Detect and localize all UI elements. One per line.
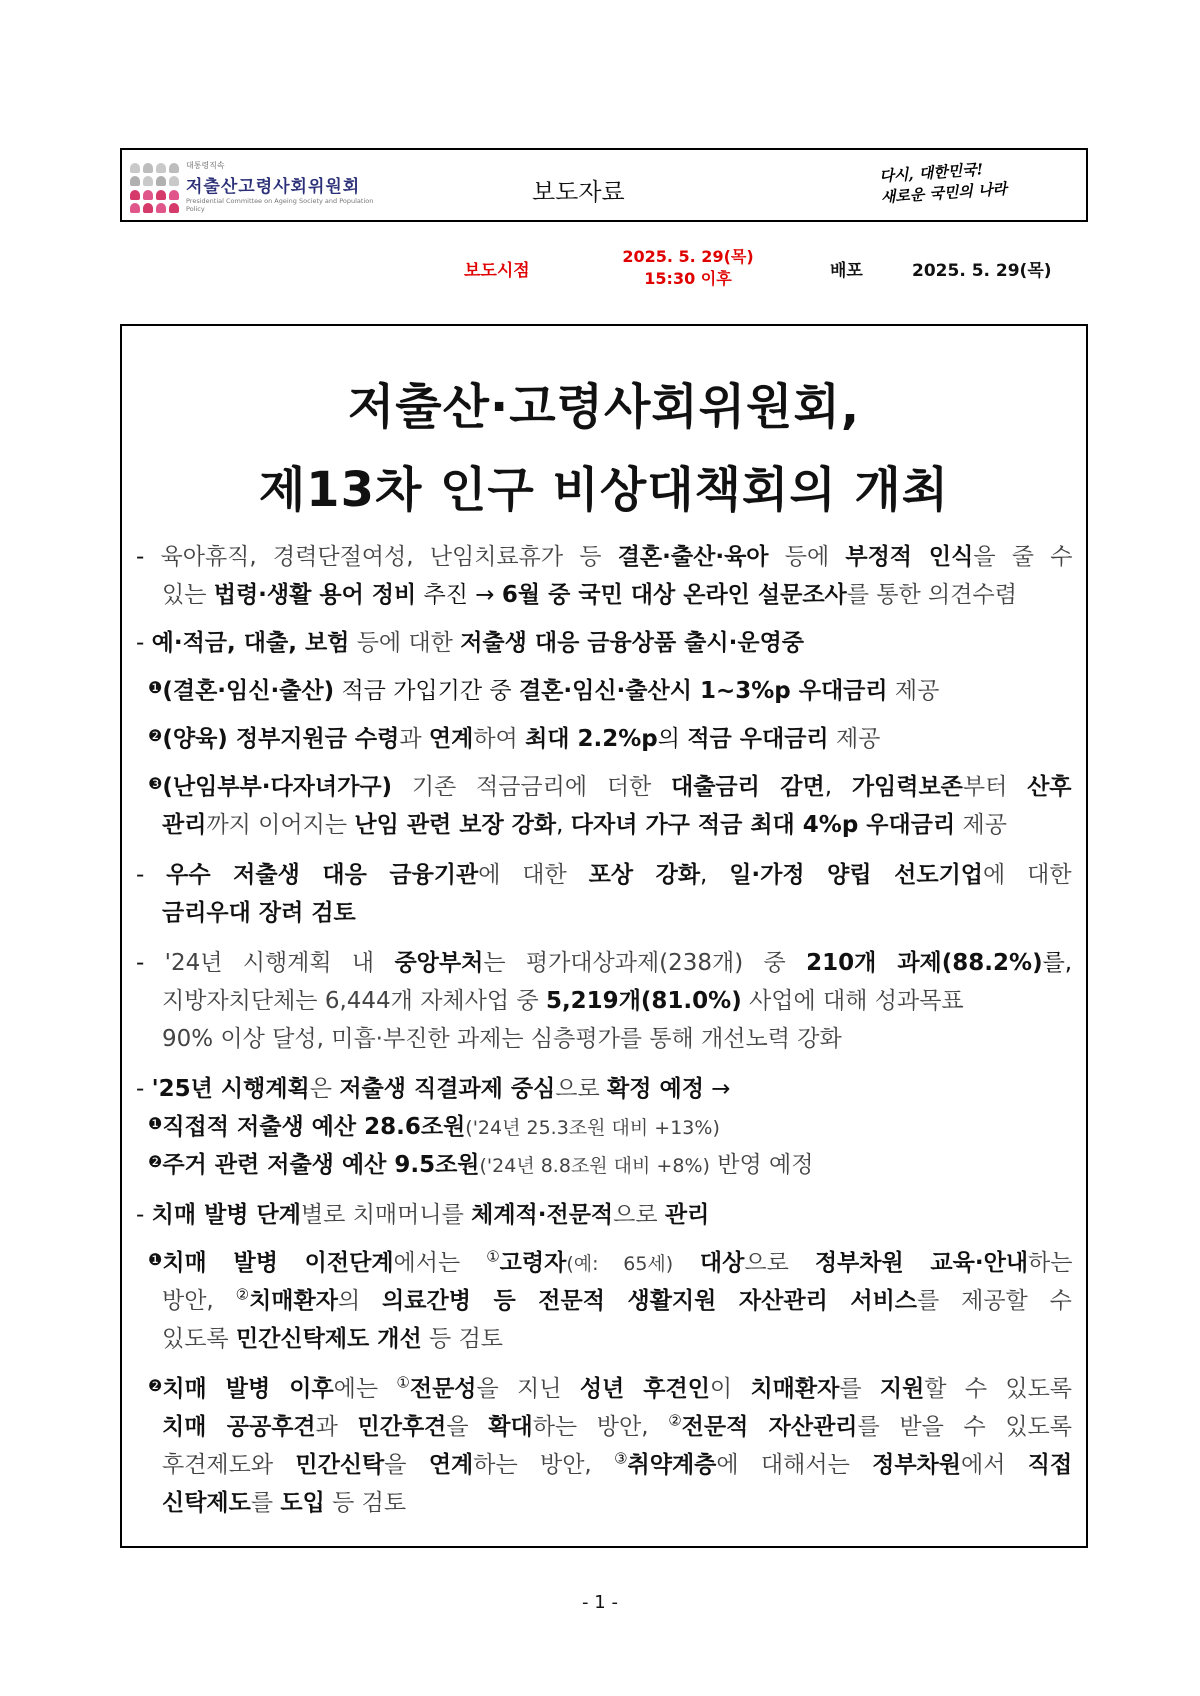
text: 치매 발병 이후 <box>162 1376 334 1402</box>
text: 정부차원 <box>872 1452 961 1478</box>
dash: - <box>136 1202 145 1228</box>
bullet-4-line-1 <box>136 944 1072 982</box>
text: 제공 <box>955 812 1007 838</box>
text: 있도록 <box>162 1326 236 1352</box>
text: 관리 <box>664 1202 710 1228</box>
bullet-1-line-2 <box>162 576 1072 614</box>
text: , <box>700 862 730 888</box>
slogan-line-1: 다시, 대한민국! <box>878 160 984 186</box>
text: (양육) <box>162 726 228 752</box>
bullet-5-line-1 <box>136 1070 1072 1108</box>
text: 치매환자 <box>750 1376 840 1402</box>
text: 고령자 <box>499 1250 567 1276</box>
bullet-5-line-3 <box>148 1146 1072 1185</box>
sub-item-4-line-2 <box>162 1282 1072 1320</box>
dash: - <box>136 862 145 888</box>
circled-number: ① <box>396 1373 410 1392</box>
doc-type: 보도자료 <box>532 178 625 206</box>
text: 신탁제도 <box>162 1490 251 1516</box>
text: 에서는 <box>393 1250 487 1276</box>
text: 을 <box>384 1452 429 1478</box>
distribution-label: 배포 <box>830 261 863 281</box>
text: 육아휴직, 경력단절여성, 난임치료휴가 등 <box>160 544 618 570</box>
text: 취약계층 <box>627 1452 717 1478</box>
text: 를 <box>250 1490 281 1516</box>
text: 제공 <box>887 678 940 704</box>
sub-item-1 <box>148 672 1072 710</box>
text: 적금 우대금리 <box>687 726 829 752</box>
text: 주거 관련 저출생 예산 9.5조원 <box>162 1152 480 1178</box>
text: 하는 방안, <box>532 1414 669 1440</box>
text: 까지 이어지는 <box>206 812 355 838</box>
text: 일·가정 양립 선도기업 <box>729 862 984 888</box>
text: 는 평가대상과제(238개) 중 <box>483 950 807 976</box>
text: 치매 발병 이전단계 <box>162 1250 394 1276</box>
text: 부터 <box>962 774 1028 800</box>
text: 에 대해서는 <box>716 1452 873 1478</box>
release-label: 보도시점 <box>464 261 530 281</box>
text: 치매환자 <box>249 1288 338 1314</box>
text: 반영 예정 <box>709 1152 814 1178</box>
text: 결혼·출산·육아 <box>617 544 769 570</box>
text: (결혼·임신·출산) <box>162 678 335 704</box>
circled-number: ① <box>486 1247 500 1266</box>
text: 추진 → <box>416 582 502 608</box>
text: 산후 <box>1027 774 1072 800</box>
text: 제공 <box>828 726 881 752</box>
number-marker: ❷ <box>148 1376 163 1395</box>
header-box <box>120 148 1088 222</box>
text: 저출생 직결과제 중심 <box>339 1076 556 1102</box>
slogan <box>878 158 1007 209</box>
text: 전문성 <box>409 1376 477 1402</box>
text: 직접적 저출생 예산 28.6조원 <box>162 1114 466 1140</box>
text: 방안, <box>162 1288 236 1314</box>
number-marker: ❸ <box>148 774 163 793</box>
text: 있는 <box>162 582 214 608</box>
text: 를 받을 수 있도록 <box>857 1414 1072 1440</box>
number-marker: ❶ <box>148 1114 163 1133</box>
text: 으로 <box>613 1202 665 1228</box>
text: 별로 치매머니를 <box>300 1202 472 1228</box>
logo-small-text: 대통령직속 <box>186 161 225 170</box>
text: 를, <box>1042 950 1073 976</box>
text: 210개 과제(88.2%) <box>806 950 1043 976</box>
circled-number: ③ <box>614 1449 628 1468</box>
title-line-2: 제13차 인구 비상대책회의 개최 <box>258 462 950 518</box>
release-datetime <box>608 246 768 290</box>
text: 확정 예정 <box>607 1076 704 1102</box>
sub-item-5-line-4 <box>162 1484 1072 1522</box>
slogan-line-2: 새로운 국민의 나라 <box>879 179 1008 207</box>
bullet-6 <box>136 1196 1072 1234</box>
text: 성년 후견인 <box>579 1376 710 1402</box>
text: 결혼·임신·출산시 1~3%p 우대금리 <box>518 678 888 704</box>
distribution-date: 2025. 5. 29(목) <box>912 261 1052 281</box>
text: 으로 <box>744 1250 815 1276</box>
text: 6월 중 국민 대상 온라인 설문조사 <box>501 582 847 608</box>
sub-item-5-line-2 <box>162 1408 1072 1446</box>
text: 정부지원금 수령 <box>227 726 400 752</box>
committee-logo <box>130 158 380 216</box>
text: 포상 강화 <box>588 862 701 888</box>
bullet-5-line-2 <box>148 1108 1072 1147</box>
bullet-1-line-1 <box>136 538 1072 576</box>
text: 에 대한 <box>478 862 589 888</box>
text: 할 수 있도록 <box>924 1376 1073 1402</box>
text: 민간신탁 <box>295 1452 385 1478</box>
text: 정부차원 교육·안내 <box>814 1250 1029 1276</box>
release-date: 2025. 5. 29(목) <box>622 247 754 266</box>
bullet-4-line-2 <box>162 982 1072 1020</box>
number-marker: ❷ <box>148 726 163 745</box>
people-icon <box>130 163 178 213</box>
text: 전문적 자산관리 <box>681 1414 858 1440</box>
text: 등에 대한 <box>349 630 461 656</box>
text: 은 <box>309 1076 340 1102</box>
text: 을 줄 수 <box>973 544 1073 570</box>
text: 등 검토 <box>324 1490 407 1516</box>
text: 연계 <box>428 1452 474 1478</box>
text: (난임부부·다자녀가구) <box>162 774 393 800</box>
text: '25년 시행계획 <box>151 1076 310 1102</box>
sub-item-3-line-1 <box>148 768 1072 806</box>
text: 과 <box>399 726 429 752</box>
text: 에 대한 <box>983 862 1072 888</box>
sub-item-3-line-2 <box>162 806 1072 844</box>
text: → <box>703 1076 731 1102</box>
text: 이 <box>709 1376 751 1402</box>
text: ('24년 25.3조원 대비 +13%) <box>465 1117 720 1139</box>
text: (예: 65세) <box>566 1253 674 1275</box>
text: 체계적·전문적 <box>471 1202 614 1228</box>
text: 하여 <box>473 726 526 752</box>
text: 을 <box>446 1414 489 1440</box>
text: 부정적 인식 <box>845 544 974 570</box>
text: 의 <box>657 726 688 752</box>
text: 5,219개(81.0%) <box>545 988 742 1014</box>
dash: - <box>136 950 145 976</box>
bullet-3-line-2 <box>162 894 1072 932</box>
text: 중앙부처 <box>394 950 484 976</box>
text: 치매 발병 단계 <box>151 1202 301 1228</box>
text: 직접 <box>1027 1452 1073 1478</box>
sub-item-5-line-1 <box>148 1370 1072 1408</box>
text: 에는 <box>333 1376 397 1402</box>
bullet-2 <box>136 624 1072 662</box>
text: 사업에 대해 성과목표 <box>741 988 964 1014</box>
text: 민간후견 <box>357 1414 447 1440</box>
text: 등 검토 <box>421 1326 504 1352</box>
page-number: - 1 - <box>582 1592 618 1613</box>
text: 등에 <box>768 544 846 570</box>
summary-box <box>120 324 1088 1548</box>
title-line-1: 저출산·고령사회위원회, <box>347 379 861 435</box>
sub-item-2 <box>148 720 1072 758</box>
text: 를 제공할 수 <box>917 1288 1072 1314</box>
circled-number: ② <box>668 1411 682 1430</box>
text: 하는 방안, <box>473 1452 615 1478</box>
release-time: 15:30 이후 <box>644 269 732 288</box>
text: 으로 <box>555 1076 608 1102</box>
text: 다자녀 가구 적금 최대 4%p 우대금리 <box>570 812 956 838</box>
text: 하는 <box>1028 1250 1073 1276</box>
text: 를 통한 의견수렴 <box>846 582 1017 608</box>
text: 최대 2.2%p <box>525 726 658 752</box>
text: 우수 저출생 대응 금융기관 <box>166 862 479 888</box>
number-marker: ❷ <box>148 1152 163 1171</box>
text: , <box>556 812 571 838</box>
text: 의 <box>337 1288 383 1314</box>
bullet-4-line-3: 90% 이상 달성, 미흡·부진한 과제는 심층평가를 통해 개선노력 강화 <box>162 1026 842 1052</box>
text: 확대 <box>488 1414 533 1440</box>
text: 를 <box>839 1376 880 1402</box>
text: , <box>824 774 852 800</box>
text: 저출생 대응 금융상품 출시·운영중 <box>460 630 805 656</box>
text: 후견제도와 <box>162 1452 296 1478</box>
dash: - <box>136 1076 145 1102</box>
text: 의료간병 등 전문적 생활지원 자산관리 서비스 <box>382 1288 918 1314</box>
text: 대출금리 감면 <box>671 774 825 800</box>
text: 기존 적금금리에 더한 <box>392 774 671 800</box>
text: '24년 시행계획 내 <box>164 950 395 976</box>
text: 예·적금, 대출, 보험 <box>151 630 350 656</box>
text: 을 지닌 <box>476 1376 580 1402</box>
number-marker: ❶ <box>148 1250 163 1269</box>
bullet-3-line-1 <box>136 856 1072 894</box>
circled-number: ② <box>235 1285 250 1304</box>
sub-item-5-line-3 <box>162 1446 1072 1484</box>
text: 민간신탁제도 개선 <box>235 1326 422 1352</box>
dash: - <box>136 630 145 656</box>
text: 대상 <box>673 1250 745 1276</box>
text: 지원 <box>879 1376 925 1402</box>
dash: - <box>136 544 145 570</box>
text: 금리우대 장려 검토 <box>162 900 356 926</box>
number-marker: ❶ <box>148 678 163 697</box>
text: 에서 <box>960 1452 1028 1478</box>
text: 난임 관련 보장 강화 <box>354 812 557 838</box>
text: 지방자치단체는 6,444개 자체사업 중 <box>162 988 546 1014</box>
sub-item-4-line-3 <box>162 1320 1072 1358</box>
text: 법령·생활 용어 정비 <box>213 582 417 608</box>
text: 도입 <box>280 1490 325 1516</box>
text: ('24년 8.8조원 대비 +8%) <box>479 1155 710 1177</box>
logo-english-text: Presidential Committee on Ageing Society and Population Policy <box>186 197 374 213</box>
text: 과 <box>315 1414 358 1440</box>
text: 적금 가입기간 중 <box>334 678 519 704</box>
text: 연계 <box>428 726 474 752</box>
text: 치매 공공후견 <box>162 1414 316 1440</box>
text: 가임력보존 <box>851 774 963 800</box>
text: 관리 <box>162 812 207 838</box>
logo-main-text: 저출산고령사회위원회 <box>186 177 361 197</box>
sub-item-4-line-1 <box>148 1244 1072 1283</box>
